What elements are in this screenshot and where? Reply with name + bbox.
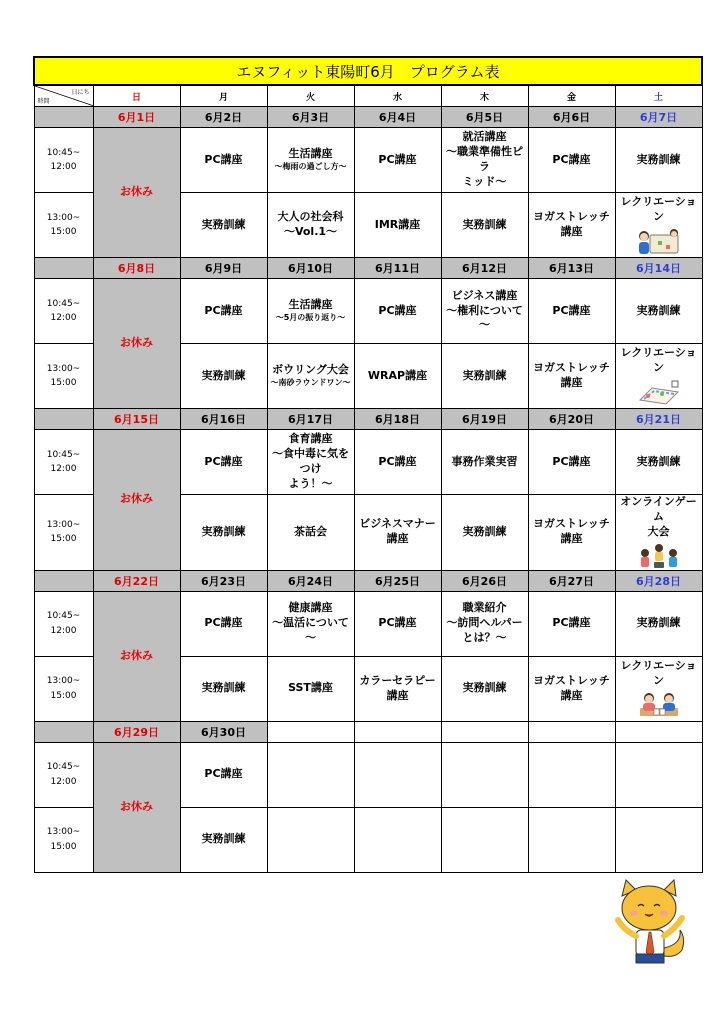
- program-cell: [267, 591, 354, 656]
- time-range-cell: [34, 591, 93, 656]
- time-slot-row: [34, 742, 702, 807]
- program-cell: [354, 656, 441, 721]
- program-cell: [354, 430, 441, 495]
- program-name: 実務訓練: [201, 524, 246, 538]
- date-cell: 6月29日: [93, 721, 180, 742]
- time-range-cell: [34, 128, 93, 193]
- date-cell: 6月25日: [354, 570, 441, 591]
- program-name: PC講座: [378, 454, 417, 468]
- program-line: 講座: [560, 376, 583, 389]
- program-cell: [615, 495, 702, 571]
- time-end: 15:00: [50, 227, 77, 237]
- program-cell: [441, 193, 528, 258]
- program-cell: [180, 591, 267, 656]
- program-cell: [528, 807, 615, 872]
- time-end: 15:00: [50, 690, 77, 701]
- program-schedule-table: [33, 56, 703, 873]
- program-cell: [441, 742, 528, 807]
- time-slot-row: [34, 591, 702, 656]
- program-name: 実務訓練: [462, 217, 507, 231]
- date-cell: 6月28日: [615, 570, 702, 591]
- program-cell: [528, 656, 615, 721]
- program-line: ～Vol.1～: [283, 225, 338, 238]
- program-cell: [267, 742, 354, 807]
- program-cell: [354, 344, 441, 409]
- program-line: とは？～: [462, 630, 507, 644]
- program-cell: [441, 279, 528, 344]
- time-end: 12:00: [50, 625, 77, 636]
- program-cell: [267, 193, 354, 258]
- program-name: PC講座: [552, 303, 591, 317]
- board-game-illustration: [636, 227, 682, 255]
- program-cell: [267, 128, 354, 193]
- program-name: ビジネス講座: [451, 288, 518, 302]
- date-cell: 6月17日: [267, 409, 354, 430]
- program-cell: [267, 430, 354, 495]
- program-cell: [354, 193, 441, 258]
- program-name: レクリエーション: [620, 346, 697, 374]
- sunday-closed-cell: お休み: [93, 279, 180, 409]
- program-cell: [615, 430, 702, 495]
- program-name: 就活講座: [462, 130, 507, 144]
- program-cell: [267, 495, 354, 571]
- program-name: PC講座: [378, 303, 417, 317]
- program-cell: [180, 128, 267, 193]
- date-cell: [354, 721, 441, 742]
- program-line: 講座: [560, 688, 583, 702]
- program-cell: [354, 591, 441, 656]
- date-cell: 6月19日: [441, 409, 528, 430]
- time-start: 13:00~: [46, 676, 81, 687]
- program-subtitle: ～南砂ラウンドワン～: [270, 378, 351, 388]
- program-cell: [180, 656, 267, 721]
- date-cell: 6月30日: [180, 721, 267, 742]
- sunday-closed-cell: お休み: [93, 430, 180, 571]
- program-line: 講座: [560, 532, 583, 546]
- program-cell: [441, 344, 528, 409]
- time-range-cell: [34, 279, 93, 344]
- program-subtitle: ～5月の振り返り～: [275, 313, 346, 323]
- date-cell: 6月9日: [180, 258, 267, 279]
- date-cell: [528, 721, 615, 742]
- program-cell: [180, 344, 267, 409]
- sunday-closed-cell: お休み: [93, 742, 180, 872]
- date-cell: 6月11日: [354, 258, 441, 279]
- program-name: SST講座: [288, 681, 333, 695]
- program-subtitle: ～梅雨の過ごし方～: [274, 162, 347, 172]
- program-name: 実務訓練: [201, 832, 246, 846]
- program-line: 講座: [560, 225, 583, 238]
- date-cell: [615, 721, 702, 742]
- date-cell: 6月26日: [441, 570, 528, 591]
- program-cell: [441, 430, 528, 495]
- time-start: 13:00~: [46, 519, 81, 530]
- program-name: 健康講座: [288, 601, 333, 615]
- time-start: 10:45~: [46, 449, 81, 460]
- weekday-tue: 火: [267, 85, 354, 107]
- program-cell: [441, 495, 528, 571]
- time-slot-row: [34, 128, 702, 193]
- program-cell: [180, 193, 267, 258]
- program-name: 大人の社会科: [277, 210, 344, 224]
- program-name: レクリエーション: [620, 658, 697, 687]
- program-name: PC講座: [552, 152, 591, 166]
- time-slot-row: [34, 279, 702, 344]
- program-cell: [441, 656, 528, 721]
- date-cell: 6月1日: [93, 107, 180, 128]
- program-cell: [615, 279, 702, 344]
- program-cell: [267, 656, 354, 721]
- program-name: ボウリング大会: [272, 363, 349, 377]
- time-end: 15:00: [50, 534, 77, 545]
- program-name: PC講座: [204, 303, 243, 317]
- program-line: よう！～: [288, 476, 333, 490]
- date-cell: 6月10日: [267, 258, 354, 279]
- program-name: 実務訓練: [636, 454, 681, 468]
- program-cell: [441, 128, 528, 193]
- program-line: ミッド～: [462, 174, 507, 188]
- program-name: PC講座: [204, 454, 243, 468]
- program-name: 生活講座: [288, 147, 333, 161]
- program-cell: [267, 807, 354, 872]
- program-name: 実務訓練: [636, 152, 681, 166]
- time-start: 10:45~: [46, 298, 81, 309]
- weekday-mon: 月: [180, 85, 267, 107]
- date-cell: 6月27日: [528, 570, 615, 591]
- time-range-cell: [34, 344, 93, 409]
- weekday-thu: 木: [441, 85, 528, 107]
- program-cell: [615, 128, 702, 193]
- program-cell: [615, 807, 702, 872]
- online-game-illustration: [636, 542, 682, 570]
- program-name: レクリエーション: [620, 195, 697, 223]
- program-cell: [528, 430, 615, 495]
- program-cell: [615, 591, 702, 656]
- program-cell: [615, 742, 702, 807]
- weekday-sat: 土: [615, 85, 702, 107]
- time-slot-row: [34, 430, 702, 495]
- program-name: オンラインゲーム: [620, 495, 697, 523]
- program-cell: [180, 430, 267, 495]
- cat-mascot-illustration: [612, 878, 688, 968]
- weekday-fri: 金: [528, 85, 615, 107]
- time-range-cell: [34, 430, 93, 495]
- program-name: 実務訓練: [636, 616, 681, 630]
- program-name: PC講座: [552, 454, 591, 468]
- program-line: ～職業準備性ピラ: [446, 145, 523, 173]
- weekday-header-row: [34, 85, 702, 107]
- date-cell: 6月2日: [180, 107, 267, 128]
- card-game-illustration: [636, 690, 682, 718]
- weekday-sun: 日: [93, 85, 180, 107]
- program-name: PC講座: [552, 616, 591, 630]
- program-name: 実務訓練: [462, 368, 507, 382]
- program-name: ヨガストレッチ: [533, 361, 610, 375]
- program-name: WRAP講座: [367, 368, 428, 382]
- program-cell: [354, 807, 441, 872]
- date-cell: 6月15日: [93, 409, 180, 430]
- time-start: 10:45~: [46, 611, 81, 622]
- program-name: 実務訓練: [462, 681, 507, 695]
- program-name: 事務作業実習: [451, 454, 518, 468]
- program-line: ～食中毒に気をつけ: [272, 447, 349, 475]
- program-name: カラーセラピー: [359, 673, 436, 687]
- date-row: [34, 258, 702, 279]
- date-row: [34, 409, 702, 430]
- program-cell: [180, 807, 267, 872]
- date-spacer: [34, 107, 93, 128]
- program-name: PC講座: [378, 616, 417, 630]
- date-cell: 6月12日: [441, 258, 528, 279]
- program-cell: [354, 742, 441, 807]
- program-name: ヨガストレッチ: [533, 517, 610, 531]
- date-cell: 6月14日: [615, 258, 702, 279]
- program-cell: [528, 591, 615, 656]
- time-range-cell: [34, 807, 93, 872]
- date-cell: 6月16日: [180, 409, 267, 430]
- time-end: 12:00: [50, 313, 77, 323]
- date-cell: 6月6日: [528, 107, 615, 128]
- date-spacer: [34, 258, 93, 279]
- date-cell: 6月21日: [615, 409, 702, 430]
- date-cell: 6月23日: [180, 570, 267, 591]
- sugoroku-illustration: [636, 378, 682, 406]
- date-row: [34, 570, 702, 591]
- program-name: IMR講座: [374, 217, 421, 231]
- program-name: ヨガストレッチ: [533, 673, 610, 687]
- time-end: 12:00: [50, 162, 77, 172]
- program-name: PC講座: [204, 616, 243, 630]
- program-name: 生活講座: [288, 298, 333, 312]
- program-cell: [528, 128, 615, 193]
- program-cell: [180, 279, 267, 344]
- program-name: 実務訓練: [201, 217, 246, 231]
- program-name: ビジネスマナー: [359, 517, 436, 531]
- date-cell: [267, 721, 354, 742]
- time-start: 13:00~: [46, 363, 81, 374]
- date-cell: 6月24日: [267, 570, 354, 591]
- program-cell: [180, 742, 267, 807]
- program-cell: [441, 591, 528, 656]
- program-name: PC講座: [204, 152, 243, 166]
- time-range-cell: [34, 656, 93, 721]
- time-end: 12:00: [50, 776, 77, 787]
- program-cell: [528, 742, 615, 807]
- date-spacer: [34, 570, 93, 591]
- time-start: 13:00~: [46, 212, 81, 223]
- date-cell: 6月3日: [267, 107, 354, 128]
- time-range-cell: [34, 495, 93, 571]
- weekday-wed: 水: [354, 85, 441, 107]
- time-range-cell: [34, 193, 93, 258]
- program-name: 実務訓練: [201, 368, 246, 382]
- program-name: 実務訓練: [201, 681, 246, 695]
- program-cell: [180, 495, 267, 571]
- time-end: 15:00: [50, 378, 77, 388]
- program-name: 茶話会: [294, 524, 327, 538]
- sunday-closed-cell: お休み: [93, 128, 180, 258]
- date-cell: 6月5日: [441, 107, 528, 128]
- program-line: ～温活について～: [272, 616, 349, 644]
- program-cell: [354, 279, 441, 344]
- date-cell: 6月13日: [528, 258, 615, 279]
- date-cell: 6月18日: [354, 409, 441, 430]
- program-cell: [615, 193, 702, 258]
- program-name: PC講座: [378, 152, 417, 166]
- sunday-closed-cell: お休み: [93, 591, 180, 721]
- time-end: 12:00: [50, 464, 77, 474]
- program-cell: [354, 495, 441, 571]
- program-cell: [354, 128, 441, 193]
- time-range-cell: [34, 742, 93, 807]
- program-name: PC講座: [204, 767, 243, 781]
- time-start: 13:00~: [46, 827, 81, 838]
- schedule-title: エヌフィット東陽町6月 プログラム表: [34, 57, 702, 85]
- date-cell: 6月22日: [93, 570, 180, 591]
- time-end: 15:00: [50, 841, 77, 852]
- header-corner-cell: [34, 85, 93, 107]
- date-cell: 6月20日: [528, 409, 615, 430]
- date-cell: [441, 721, 528, 742]
- date-cell: 6月4日: [354, 107, 441, 128]
- program-line: ～権利について～: [446, 303, 523, 332]
- program-name: 実務訓練: [636, 303, 681, 317]
- time-start: 10:45~: [46, 762, 81, 773]
- program-cell: [528, 193, 615, 258]
- program-line: ～訪問ヘルパー: [446, 616, 523, 630]
- program-name: ヨガストレッチ: [533, 210, 610, 224]
- program-cell: [528, 495, 615, 571]
- date-row: [34, 721, 702, 742]
- program-cell: [267, 344, 354, 409]
- time-start: 10:45~: [46, 147, 81, 158]
- program-line: 大会: [647, 524, 670, 538]
- date-spacer: [34, 721, 93, 742]
- date-spacer: [34, 409, 93, 430]
- program-cell: [441, 807, 528, 872]
- program-cell: [528, 344, 615, 409]
- program-name: 職業紹介: [462, 601, 507, 615]
- date-cell: 6月8日: [93, 258, 180, 279]
- program-cell: [615, 656, 702, 721]
- program-line: 講座: [386, 532, 409, 546]
- program-name: 食育講座: [288, 432, 333, 446]
- program-cell: [615, 344, 702, 409]
- program-line: 講座: [386, 688, 409, 702]
- date-cell: 6月7日: [615, 107, 702, 128]
- date-row: [34, 107, 702, 128]
- corner-time-label: 時間: [37, 98, 50, 105]
- program-name: 実務訓練: [462, 524, 507, 538]
- program-cell: [528, 279, 615, 344]
- corner-day-label: 日にち: [71, 89, 90, 96]
- program-cell: [267, 279, 354, 344]
